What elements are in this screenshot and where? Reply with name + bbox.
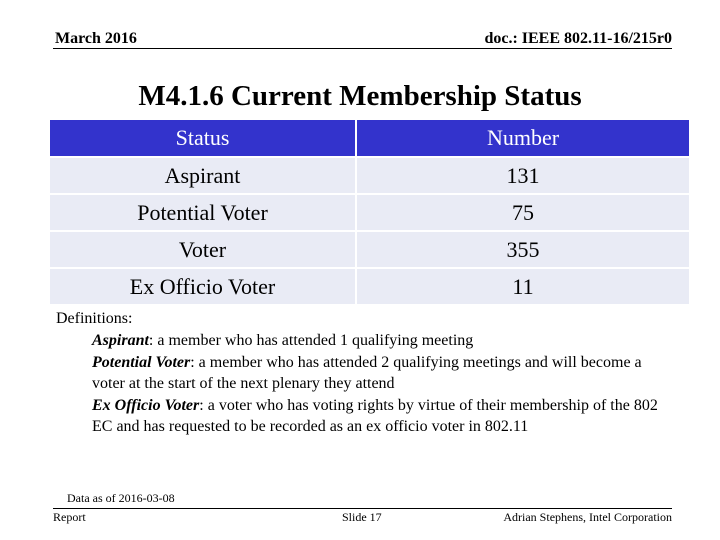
definition-text: : a member who has attended 2 qualifying meetings and will become a voter at the start of the next plenary they attend [92,353,642,392]
definitions-list [92,330,672,438]
definition-term: Ex Officio Voter [92,396,200,414]
column-header-status: Status [50,120,356,157]
header-doc-id: doc.: IEEE 802.11-16/215r0 [484,30,672,47]
footer-author: Adrian Stephens, Intel Corporation [503,510,672,524]
table-header-row [50,120,689,157]
definition-item [92,352,672,395]
definition-term: Potential Voter [92,353,191,371]
table-row [50,194,689,231]
status-cell: Voter [50,231,356,268]
data-date-note: Data as of 2016-03-08 [67,491,175,505]
column-header-number: Number [356,120,689,157]
slide-title: M4.1.6 Current Membership Status [138,80,582,112]
number-cell: 131 [356,157,689,194]
table-row [50,157,689,194]
number-cell: 11 [356,268,689,304]
definition-text: : a voter who has voting rights by virtue of their membership of the 802 EC and has requested to be recorded as an ex officio voter in 802.11 [92,396,658,435]
definitions-heading: Definitions: [56,310,133,327]
table-row [50,268,689,304]
definition-term: Aspirant [92,332,149,349]
status-cell: Potential Voter [50,194,356,231]
membership-table [50,120,689,304]
footer-left: Report [53,510,86,524]
definition-text: : a member who has attended 1 qualifying meeting [148,332,474,349]
header-divider [53,48,672,49]
table-row [50,231,689,268]
definition-item [92,395,672,438]
header-date: March 2016 [55,30,137,47]
status-cell: Ex Officio Voter [50,268,356,304]
status-cell: Aspirant [50,157,356,194]
footer-slide-number: Slide 17 [342,510,382,524]
footer-divider [53,508,672,509]
number-cell: 75 [356,194,689,231]
number-cell: 355 [356,231,689,268]
definition-item [92,330,672,352]
